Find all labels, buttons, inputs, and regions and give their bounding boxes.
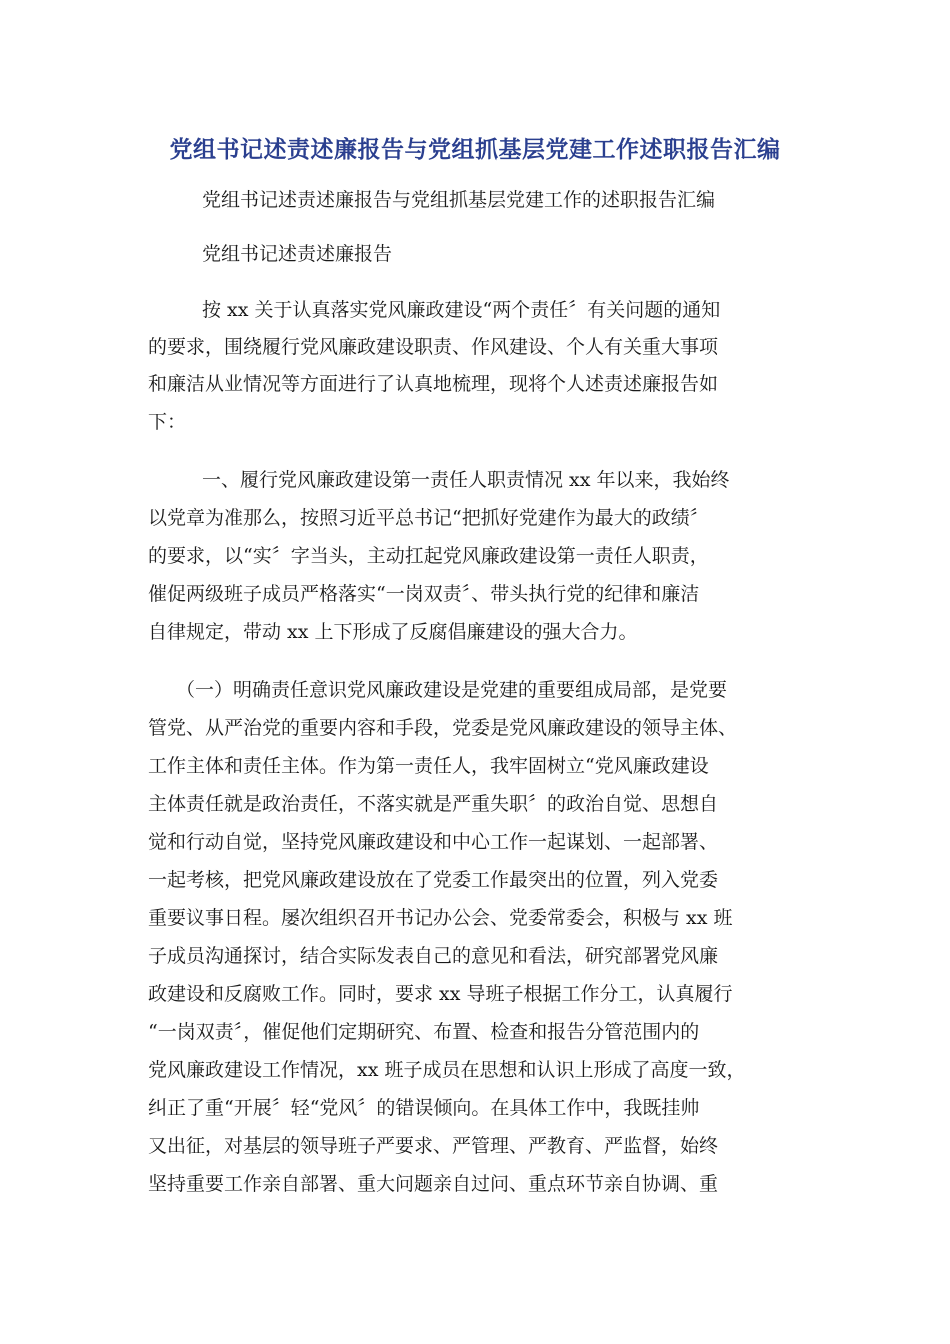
text-line: “一岗双责〞，催促他们定期研究、布置、检查和报告分管范围内的 — [148, 1021, 700, 1043]
text-line: 坚持重要工作亲自部署、重大问题亲自过问、重点环节亲自协调、重 — [148, 1173, 719, 1195]
text-line: 和廉洁从业情况等方面进行了认真地梳理，现将个人述责述廉报告如 — [148, 373, 719, 395]
text-line: （一）明确责任意识党风廉政建设是党建的重要组成局部，是党要 — [176, 679, 728, 701]
text-line: 子成员沟通探讨，结合实际发表自己的意见和看法，研究部署党风廉 — [148, 945, 719, 967]
text-line: 党风廉政建设工作情况，xx 班子成员在思想和认识上形成了高度一致， — [148, 1059, 746, 1081]
text-line: 自律规定，带动 xx 上下形成了反腐倡廉建设的强大合力。 — [148, 621, 638, 643]
text-line: 管党、从严治党的重要内容和手段，党委是党风廉政建设的领导主体、 — [148, 717, 738, 739]
text-line: 催促两级班子成员严格落实“一岗双责〞、带头执行党的纪律和廉洁 — [148, 583, 700, 605]
text-line: 按 xx 关于认真落实党风廉政建设“两个责任〞有关问题的通知 — [202, 299, 721, 321]
text-line: 的要求，围绕履行党风廉政建设职责、作风建设、个人有关重大事项 — [148, 336, 719, 358]
text-line: 主体责任就是政治责任，不落实就是严重失职〞的政治自觉、思想自 — [148, 793, 719, 815]
text-line: 的要求，以“实〞字当头，主动扛起党风廉政建设第一责任人职责， — [148, 545, 709, 567]
text-line: 重要议事日程。屡次组织召开书记办公会、党委常委会，积极与 xx 班 — [148, 907, 733, 929]
text-line: 纠正了重“开展〞轻“党风〞的错误倾向。在具体工作中，我既挂帅 — [148, 1097, 700, 1119]
text-line: 觉和行动自觉，坚持党风廉政建设和中心工作一起谋划、一起部署、 — [148, 831, 719, 853]
text-line: 工作主体和责任主体。作为第一责任人，我牢固树立“党风廉政建设 — [148, 755, 709, 777]
text-line: 又出征，对基层的领导班子严要求、严管理、严教育、严监督，始终 — [148, 1135, 719, 1157]
text-line: 政建设和反腐败工作。同时，要求 xx 导班子根据工作分工，认真履行 — [148, 983, 733, 1005]
text-line: 党组书记述责述廉报告 — [202, 243, 393, 265]
text-line: 一、履行党风廉政建设第一责任人职责情况 xx 年以来，我始终 — [202, 469, 730, 491]
text-line: 一起考核，把党风廉政建设放在了党委工作最突出的位置，列入党委 — [148, 869, 719, 891]
text-line: 下： — [148, 411, 187, 433]
text-line: 党组书记述责述廉报告与党组抓基层党建工作的述职报告汇编 — [202, 189, 716, 211]
text-line: 以党章为准那么，按照习近平总书记“把抓好党建作为最大的政绩〞 — [148, 507, 709, 529]
document-title: 党组书记述责述廉报告与党组抓基层党建工作述职报告汇编 — [169, 137, 781, 163]
